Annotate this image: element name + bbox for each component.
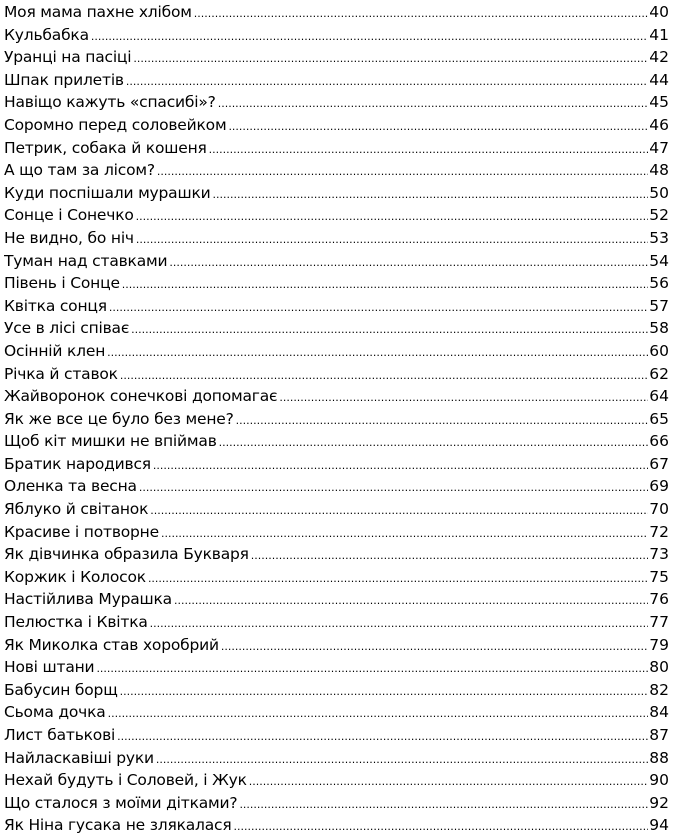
- toc-entry-title: Туман над ставками: [4, 251, 168, 270]
- toc-entry-page-number: 76: [649, 590, 669, 609]
- dot-leader: [91, 26, 648, 47]
- dot-leader: [109, 297, 648, 318]
- toc-entry-title: Найласкавіші руки: [4, 748, 154, 767]
- toc-entry-title: Нові штани: [4, 658, 95, 677]
- toc-entry: [4, 453, 669, 476]
- toc-entry-title: Пелюстка і Квітка: [4, 613, 148, 632]
- toc-entry-page-number: 80: [649, 658, 669, 677]
- toc-entry: [4, 340, 669, 363]
- dot-leader: [169, 252, 648, 273]
- toc-entry-page-number: 47: [649, 138, 669, 157]
- toc-entry: [4, 363, 669, 386]
- dot-leader: [120, 681, 649, 702]
- toc-entry-page-number: 87: [649, 726, 669, 744]
- toc-entry-page-number: 53: [649, 228, 669, 247]
- toc-entry: [4, 137, 669, 160]
- toc-entry-page-number: 50: [649, 183, 669, 202]
- toc-entry-title: Щоб кіт мишки не впіймав: [4, 432, 217, 451]
- toc-entry: [4, 317, 669, 340]
- table-of-contents: [4, 1, 669, 837]
- toc-entry-page-number: 57: [649, 296, 669, 315]
- toc-entry-page-number: 92: [649, 793, 669, 812]
- dot-leader: [218, 93, 649, 114]
- toc-entry-page-number: 94: [649, 816, 669, 835]
- toc-entry-page-number: 70: [649, 500, 669, 519]
- toc-entry-page-number: 41: [649, 25, 669, 44]
- toc-entry-title: Осінній клен: [4, 341, 106, 360]
- toc-entry: [4, 182, 669, 205]
- dot-leader: [279, 387, 648, 408]
- toc-entry: [4, 1, 669, 24]
- toc-entry: [4, 430, 669, 453]
- dot-leader: [161, 523, 648, 544]
- dot-leader: [251, 545, 649, 566]
- toc-entry-page-number: 40: [649, 3, 669, 21]
- toc-entry: [4, 24, 669, 47]
- toc-entry-page-number: 45: [649, 93, 669, 112]
- toc-entry: [4, 69, 669, 92]
- toc-entry-title: Куди поспішали мурашки: [4, 183, 211, 202]
- toc-entry: [4, 498, 669, 521]
- dot-leader: [136, 206, 649, 227]
- dot-leader: [153, 455, 648, 476]
- toc-entry-page-number: 60: [649, 341, 669, 360]
- toc-entry-page-number: 48: [649, 161, 669, 180]
- toc-entry: [4, 792, 669, 815]
- toc-entry-page-number: 73: [649, 545, 669, 564]
- toc-entry-title: Настійлива Мурашка: [4, 590, 172, 609]
- toc-entry-title: Півень і Сонце: [4, 274, 120, 293]
- dot-leader: [239, 794, 648, 815]
- toc-entry-title: Як же все це було без мене?: [4, 409, 234, 428]
- toc-entry: [4, 543, 669, 566]
- toc-entry: [4, 521, 669, 544]
- toc-entry-title: Жайворонок сонечкові допомагає: [4, 387, 278, 406]
- toc-entry-page-number: 44: [649, 70, 669, 89]
- toc-entry: [4, 114, 669, 137]
- toc-entry-title: Сонце і Сонечко: [4, 206, 134, 225]
- toc-entry-title: Кульбабка: [4, 25, 89, 44]
- toc-entry-title: Бабусин борщ: [4, 680, 118, 699]
- toc-entry-title: Моя мама пахне хлібом: [4, 3, 192, 21]
- dot-leader: [156, 749, 648, 770]
- toc-entry-page-number: 58: [649, 319, 669, 338]
- dot-leader: [148, 568, 648, 589]
- toc-entry: [4, 385, 669, 408]
- toc-entry: [4, 679, 669, 702]
- dot-leader: [108, 703, 649, 724]
- toc-entry-page-number: 62: [649, 364, 669, 383]
- toc-entry-title: Річка й ставок: [4, 364, 118, 383]
- toc-entry: [4, 227, 669, 250]
- dot-leader: [174, 590, 648, 611]
- dot-leader: [236, 410, 649, 431]
- toc-entry: [4, 272, 669, 295]
- toc-entry-title: Коржик і Колосок: [4, 567, 146, 586]
- toc-entry-page-number: 72: [649, 522, 669, 541]
- toc-entry-title: Як Ніна гусака не злякалася: [4, 816, 232, 835]
- toc-entry: [4, 747, 669, 770]
- toc-entry: [4, 91, 669, 114]
- dot-leader: [133, 48, 648, 69]
- dot-leader: [219, 432, 649, 453]
- toc-entry-title: Усе в лісі співає: [4, 319, 130, 338]
- toc-entry-title: Братик народився: [4, 454, 151, 473]
- dot-leader: [194, 3, 649, 24]
- dot-leader: [139, 477, 648, 498]
- toc-entry: [4, 769, 669, 792]
- dot-leader: [126, 71, 648, 92]
- toc-entry-page-number: 64: [649, 387, 669, 406]
- toc-entry: [4, 724, 669, 747]
- dot-leader: [117, 726, 648, 747]
- toc-entry-page-number: 56: [649, 274, 669, 293]
- toc-entry: [4, 814, 669, 837]
- toc-entry-title: Шпак прилетів: [4, 70, 124, 89]
- toc-entry-title: Квітка сонця: [4, 296, 107, 315]
- toc-entry-title: Сьома дочка: [4, 703, 106, 722]
- toc-entry-page-number: 90: [649, 771, 669, 790]
- toc-entry: [4, 566, 669, 589]
- toc-entry-title: Як Миколка став хоробрий: [4, 635, 219, 654]
- toc-entry-title: Оленка та весна: [4, 477, 137, 496]
- toc-entry-page-number: 42: [649, 48, 669, 67]
- toc-entry-page-number: 69: [649, 477, 669, 496]
- dot-leader: [96, 658, 648, 679]
- dot-leader: [228, 116, 648, 137]
- toc-entry: [4, 295, 669, 318]
- dot-leader: [249, 771, 648, 792]
- dot-leader: [120, 365, 648, 386]
- toc-entry-title: Навіщо кажуть «спасибі»?: [4, 93, 216, 112]
- toc-entry: [4, 250, 669, 273]
- toc-entry-page-number: 52: [649, 206, 669, 225]
- toc-entry-page-number: 46: [649, 115, 669, 134]
- toc-entry-page-number: 75: [649, 567, 669, 586]
- toc-entry-title: Соромно перед соловейком: [4, 115, 227, 134]
- dot-leader: [136, 229, 648, 250]
- dot-leader: [150, 500, 648, 521]
- dot-leader: [209, 139, 649, 160]
- toc-entry-title: Лист батькові: [4, 726, 116, 744]
- toc-entry: [4, 408, 669, 431]
- dot-leader: [122, 274, 648, 295]
- toc-entry: [4, 656, 669, 679]
- toc-entry-page-number: 65: [649, 409, 669, 428]
- toc-entry-page-number: 84: [649, 703, 669, 722]
- toc-entry: [4, 159, 669, 182]
- toc-entry: [4, 611, 669, 634]
- toc-entry: [4, 204, 669, 227]
- toc-entry-title: Красиве і потворне: [4, 522, 159, 541]
- dot-leader: [221, 636, 648, 657]
- toc-entry-title: Нехай будуть і Соловей, і Жук: [4, 771, 247, 790]
- dot-leader: [131, 319, 648, 340]
- toc-entry-page-number: 77: [649, 613, 669, 632]
- toc-entry-page-number: 54: [649, 251, 669, 270]
- toc-entry-page-number: 88: [649, 748, 669, 767]
- dot-leader: [107, 342, 648, 363]
- toc-entry-page-number: 67: [649, 454, 669, 473]
- toc-entry: [4, 46, 669, 69]
- dot-leader: [234, 816, 649, 837]
- dot-leader: [213, 184, 649, 205]
- toc-entry-title: А що там за лісом?: [4, 161, 155, 180]
- toc-entry-title: Що сталося з моїми дітками?: [4, 793, 238, 812]
- toc-entry-title: Яблуко й світанок: [4, 500, 149, 519]
- toc-entry: [4, 701, 669, 724]
- toc-entry-title: Уранці на пасіці: [4, 48, 132, 67]
- dot-leader: [157, 161, 648, 182]
- dot-leader: [150, 613, 649, 634]
- toc-entry-title: Як дівчинка образила Букваря: [4, 545, 249, 564]
- toc-entry: [4, 475, 669, 498]
- toc-entry-page-number: 82: [649, 680, 669, 699]
- toc-entry: [4, 588, 669, 611]
- toc-entry-page-number: 79: [649, 635, 669, 654]
- toc-entry-title: Не видно, бо ніч: [4, 228, 134, 247]
- toc-entry-title: Петрик, собака й кошеня: [4, 138, 207, 157]
- toc-entry: [4, 634, 669, 657]
- toc-entry-page-number: 66: [649, 432, 669, 451]
